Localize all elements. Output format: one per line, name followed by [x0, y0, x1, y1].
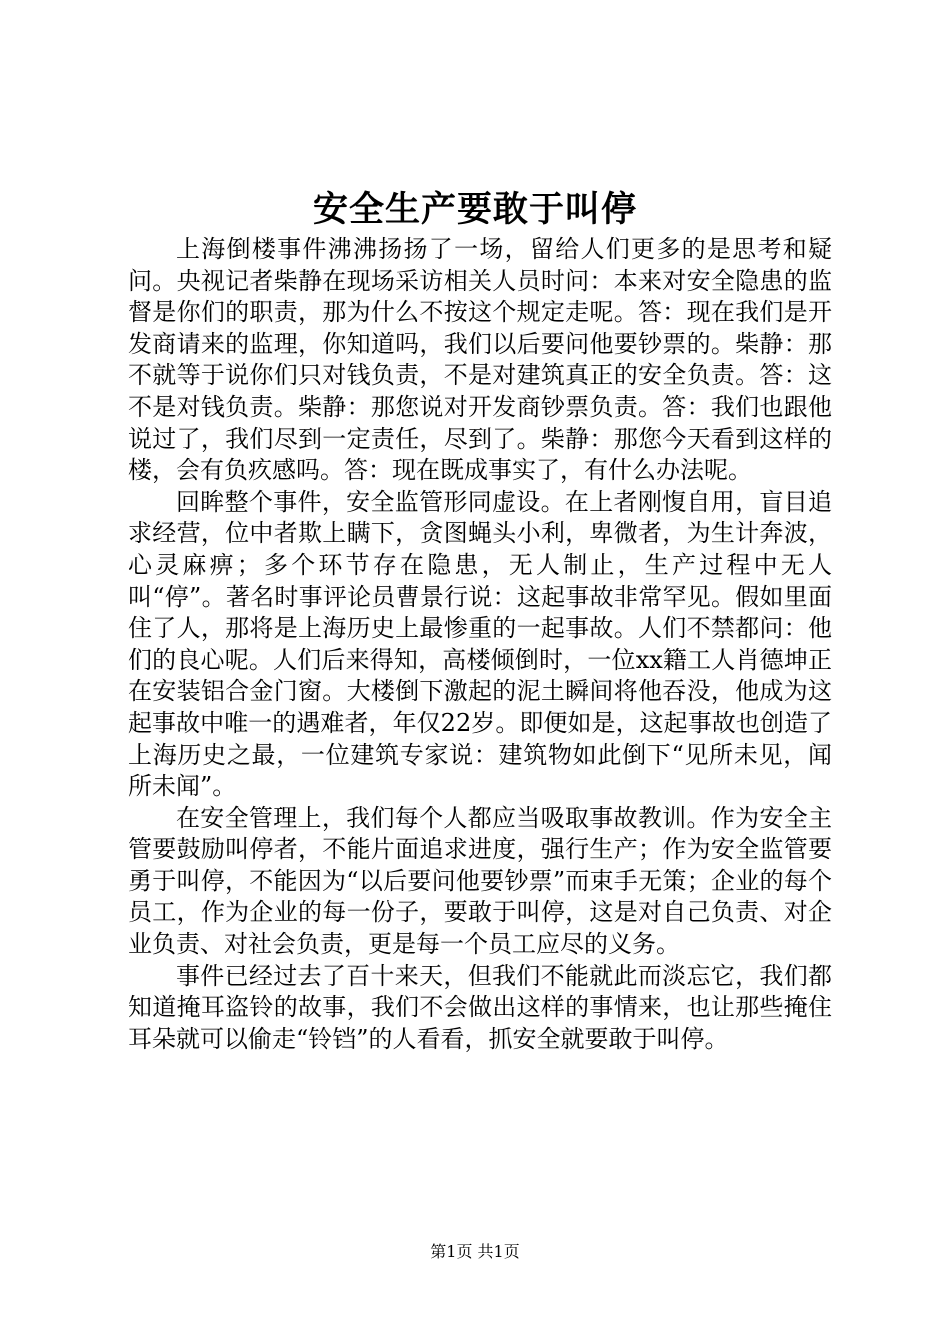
paragraph-4: 事件已经过去了百十来天，但我们不能就此而淡忘它，我们都知道掩耳盗铃的故事，我们不会做出这样的事情来，也让那些掩住耳朵就可以偷走“铃铛”的人看看，抓安全就要敢于叫停。 [128, 961, 832, 1053]
document-title: 安全生产要敢于叫停 [312, 189, 637, 230]
paragraph-3: 在安全管理上，我们每个人都应当吸取事故教训。作为安全主管要鼓励叫停者，不能片面追求进度，强行生产；作为安全监管要勇于叫停，不能因为“以后要问他要钞票”而束手无策；企业的每个员工，作为企业的每一份子，要敢于叫停，这是对自己负责、对企业负责、对社会负责，更是每一个员工应尽的义务。 [128, 803, 832, 959]
document-body [128, 234, 832, 1055]
page-number-footer: 第1页 共1页 [430, 1242, 520, 1261]
paragraph-2: 回眸整个事件，安全监管形同虚设。在上者刚愎自用，盲目追求经营，位中者欺上瞒下，贪图蝇头小利，卑微者，为生计奔波，心灵麻痹；多个环节存在隐患，无人制止，生产过程中无人叫“停”。著名时事评论员曹景行说：这起事故非常罕见。假如里面住了人，那将是上海历史上最惨重的一起事故。人们不禁都问：他们的良心呢。人们后来得知，高楼倾倒时，一位xx籍工人肖德坤正在安装铝合金门窗。大楼倒下激起的泥土瞬间将他吞没，他成为这起事故中唯一的遇难者，年仅22岁。即便如是，这起事故也创造了上海历史之最，一位建筑专家说：建筑物如此倒下“见所未见，闻所未闻”。 [128, 487, 832, 801]
paragraph-1: 上海倒楼事件沸沸扬扬了一场，留给人们更多的是思考和疑问。央视记者柴静在现场采访相关人员时问：本来对安全隐患的监督是你们的职责，那为什么不按这个规定走呢。答：现在我们是开发商请来的监理，你知道吗，我们以后要问他要钞票的。柴静：那不就等于说你们只对钱负责，不是对建筑真正的安全负责。答：这不是对钱负责。柴静：那您说对开发商钞票负责。答：我们也跟他说过了，我们尽到一定责任，尽到了。柴静：那您今天看到这样的楼，会有负疚感吗。答：现在既成事实了，有什么办法呢。 [128, 235, 832, 485]
